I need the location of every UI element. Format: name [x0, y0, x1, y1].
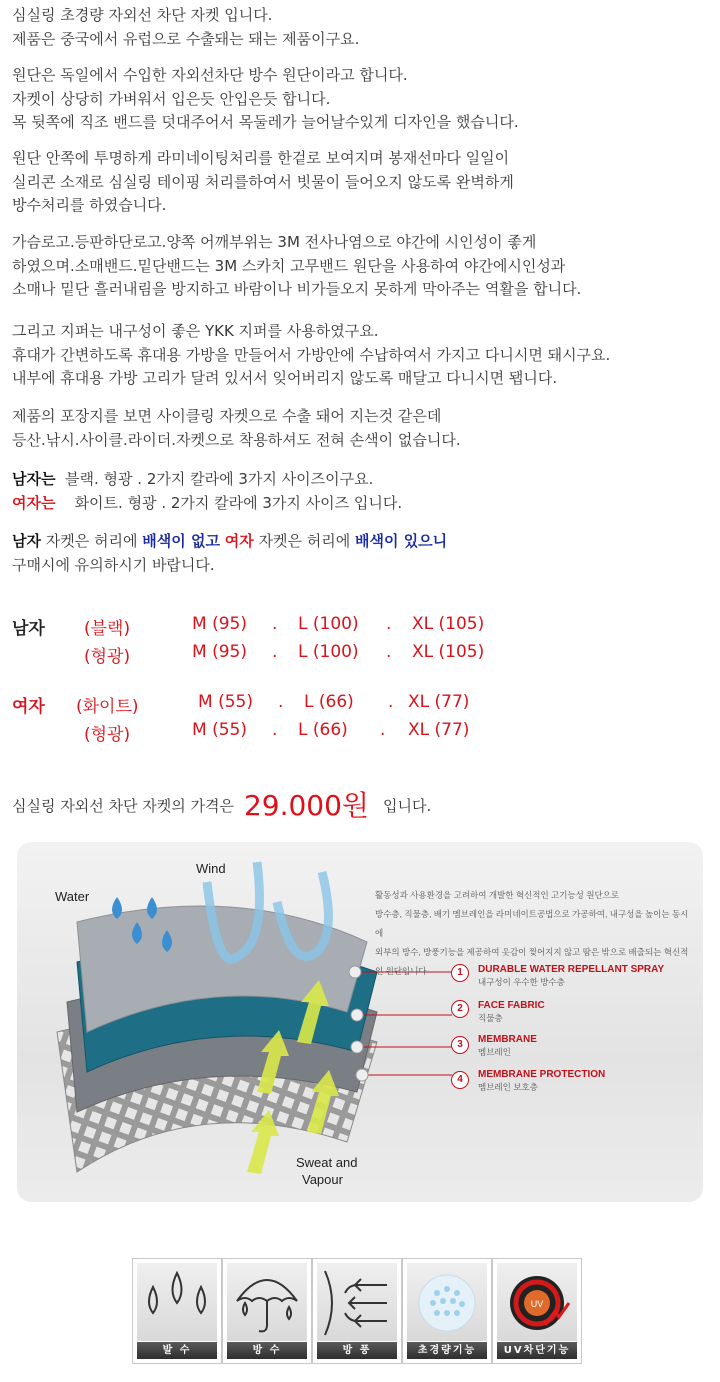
men-label: 남자는: [12, 470, 56, 488]
layer-subtitle: 멤브레인: [478, 1047, 511, 1057]
fabric-paragraph: [12, 64, 519, 135]
notice-no-strap: 배색이 없고: [142, 532, 220, 550]
layer-number-badge: 3: [451, 1036, 469, 1054]
waist-notice: [12, 530, 447, 577]
size-value: M (55): [198, 692, 253, 712]
description-line: 외부의 방수, 방풍기능을 제공하여 옷감이 찢어지지 않고 땀은 밖으로 배출되는 혁신적인 원단입니다: [375, 947, 689, 976]
text-line: 원단은 독일에서 수입한 자외선차단 방수 원단이라고 합니다.: [12, 66, 408, 84]
layer-title: DURABLE WATER REPELLANT SPRAY: [478, 964, 665, 975]
layer-item: [478, 1034, 537, 1058]
layer-subtitle: 멤브레인 보호층: [478, 1082, 538, 1092]
size-value: L (100): [298, 614, 359, 634]
text-line: 휴대가 간변하도록 휴대용 가방을 만들어서 가방안에 수납하여서 가지고 다니시면 돼시구요.: [12, 345, 611, 364]
svg-text:UV: UV: [530, 1299, 544, 1309]
size-dot: .: [386, 642, 392, 662]
size-dot: .: [272, 720, 278, 740]
text-line: 실리콘 소재로 심실링 테이핑 처리를하여서 빗물이 들어오지 않도록 완벽하게: [12, 172, 514, 191]
layer-title: MEMBRANE PROTECTION: [478, 1069, 606, 1080]
reflective-paragraph: [12, 231, 581, 302]
size-value: L (100): [298, 642, 359, 662]
size-dot: .: [388, 692, 394, 712]
notice-text: 자켓은 허리에: [45, 532, 138, 550]
men-size-label: 남자: [12, 619, 45, 639]
feature-uv-block: [492, 1258, 582, 1364]
feature-label: UV차단기능: [497, 1342, 577, 1359]
size-value: XL (105): [412, 614, 485, 634]
text-line: 목 뒷쪽에 직조 밴드를 덧대주어서 목둘레가 늘어날수있게 디자인을 했습니다.: [12, 113, 519, 131]
size-dot: .: [278, 692, 284, 712]
size-value: XL (105): [412, 642, 485, 662]
layer-subtitle: 내구성이 우수한 방수층: [478, 977, 565, 987]
size-color: (화이트): [76, 697, 139, 717]
layer-title: MEMBRANE: [478, 1034, 537, 1045]
umbrella-icon: [227, 1263, 307, 1341]
size-dot: .: [386, 614, 392, 634]
notice-men: 남자: [12, 532, 41, 550]
size-value: XL (77): [408, 720, 470, 740]
notice-text: 자켓은 허리에: [258, 532, 351, 550]
text-line: 제품은 중국에서 유럽으로 수출돼는 돼는 제품이구요.: [12, 29, 360, 48]
usage-paragraph: [12, 405, 461, 452]
feature-windproof: [312, 1258, 402, 1364]
text-line: 등산.낚시.사이클.라이더.자켓으로 착용하셔도 전혀 손색이 없습니다.: [12, 430, 461, 449]
size-value: M (95): [192, 642, 247, 662]
text-line: 제품의 포장지를 보면 사이클링 자켓으로 수출 돼어 지는것 같은데: [12, 407, 442, 425]
layer-title: FACE FABRIC: [478, 1000, 545, 1011]
feature-label: 방 수: [227, 1342, 307, 1359]
size-dot: .: [272, 642, 278, 662]
layer-number-badge: 4: [451, 1071, 469, 1089]
text-line: 가슴로고.등판하단로고.양쪽 어깨부위는 3M 전사나염으로 야간에 시인성이 좋게: [12, 233, 537, 251]
feature-label: 초경량기능: [407, 1342, 487, 1359]
feature-label: 발 수: [137, 1342, 217, 1359]
uv-block-icon: [497, 1263, 577, 1341]
price-suffix: 입니다.: [382, 797, 432, 815]
text-line: 소매나 밑단 흘러내림을 방지하고 바람이나 비가들오지 못하게 막아주는 역활을 합니다.: [12, 280, 582, 298]
wind-label: Wind: [196, 861, 226, 876]
notice-women: 여자: [224, 532, 254, 550]
layer-subtitle: 직물층: [478, 1013, 503, 1023]
size-value: M (95): [192, 614, 247, 634]
feature-ultralight: [402, 1258, 492, 1364]
notice-strap: 배색이 있으니: [355, 532, 448, 550]
sweat-label: [296, 1154, 357, 1188]
layer-number-badge: 1: [451, 964, 469, 982]
layer-item: [478, 964, 664, 988]
notice-line: 구매시에 유의하시기 바랍니다.: [12, 555, 215, 574]
sweat-label-line: Sweat and: [296, 1155, 358, 1170]
layer-item: [478, 1069, 605, 1093]
layer-number-badge: 2: [451, 1000, 469, 1018]
size-dot: .: [272, 614, 278, 634]
price-line: [12, 784, 431, 824]
text-line: 원단 안쪽에 투명하게 라미네이팅처리를 한겉로 보여지며 봉재선마다 일일이: [12, 149, 510, 167]
text-line: 하였으며.소매밴드.밑단밴드는 3M 스카치 고무밴드 원단을 사용하여 야간에시인성과: [12, 256, 566, 275]
size-color: (블랙): [84, 619, 131, 639]
feature-water-repellent: [132, 1258, 222, 1364]
size-color: (형광): [84, 725, 131, 745]
price-amount: 29.000원: [243, 789, 369, 822]
text-line: 자켓이 상당히 가벼워서 입은듯 안입은듯 합니다.: [12, 89, 331, 108]
description-line: 활동성과 사용환경을 고려하여 개발한 혁신적인 고기능성 원단으로: [375, 890, 620, 900]
zipper-paragraph: [12, 320, 610, 391]
layer-item: [478, 1000, 545, 1024]
text-line: 방수처리를 하였습니다.: [12, 196, 167, 214]
size-value: XL (77): [408, 692, 470, 712]
raindrops-icon: [137, 1263, 217, 1341]
size-color: (형광): [84, 647, 131, 667]
text-line: 심실링 초경량 자외선 차단 자켓 입니다.: [12, 6, 273, 24]
men-colors: 블랙. 형광 . 2가지 칼라에 3가지 사이즈이구요.: [65, 470, 374, 488]
size-dot: .: [380, 720, 386, 740]
sweat-label-line: Vapour: [302, 1172, 343, 1187]
feature-label: 방 풍: [317, 1342, 397, 1359]
women-label: 여자는: [12, 493, 56, 512]
size-value: L (66): [298, 720, 348, 740]
description-line: 방수층, 직물층, 배기 멤브레인을 라미네이트공법으로 가공하여, 내구성을 높이는 동시에: [375, 909, 689, 938]
intro-paragraph: [12, 4, 359, 51]
women-colors: 화이트. 형광 . 2가지 칼라에 3가지 사이즈 입니다.: [74, 493, 403, 512]
color-options: [12, 468, 402, 515]
lightweight-sphere-icon: [407, 1263, 487, 1341]
text-line: 내부에 휴대용 가방 고리가 달려 있서서 잊어버리지 않도록 매달고 다니시면 됍니다.: [12, 369, 558, 387]
feature-waterproof: [222, 1258, 312, 1364]
sealing-paragraph: [12, 147, 514, 218]
size-value: M (55): [192, 720, 247, 740]
wind-icon: [317, 1263, 397, 1341]
size-value: L (66): [304, 692, 354, 712]
water-label: Water: [55, 889, 90, 904]
text-line: 그리고 지퍼는 내구성이 좋은 YKK 지퍼를 사용하였구요.: [12, 322, 379, 340]
women-size-label: 여자: [12, 697, 45, 717]
price-prefix: 심실링 자외선 차단 자켓의 가격은: [12, 797, 234, 815]
